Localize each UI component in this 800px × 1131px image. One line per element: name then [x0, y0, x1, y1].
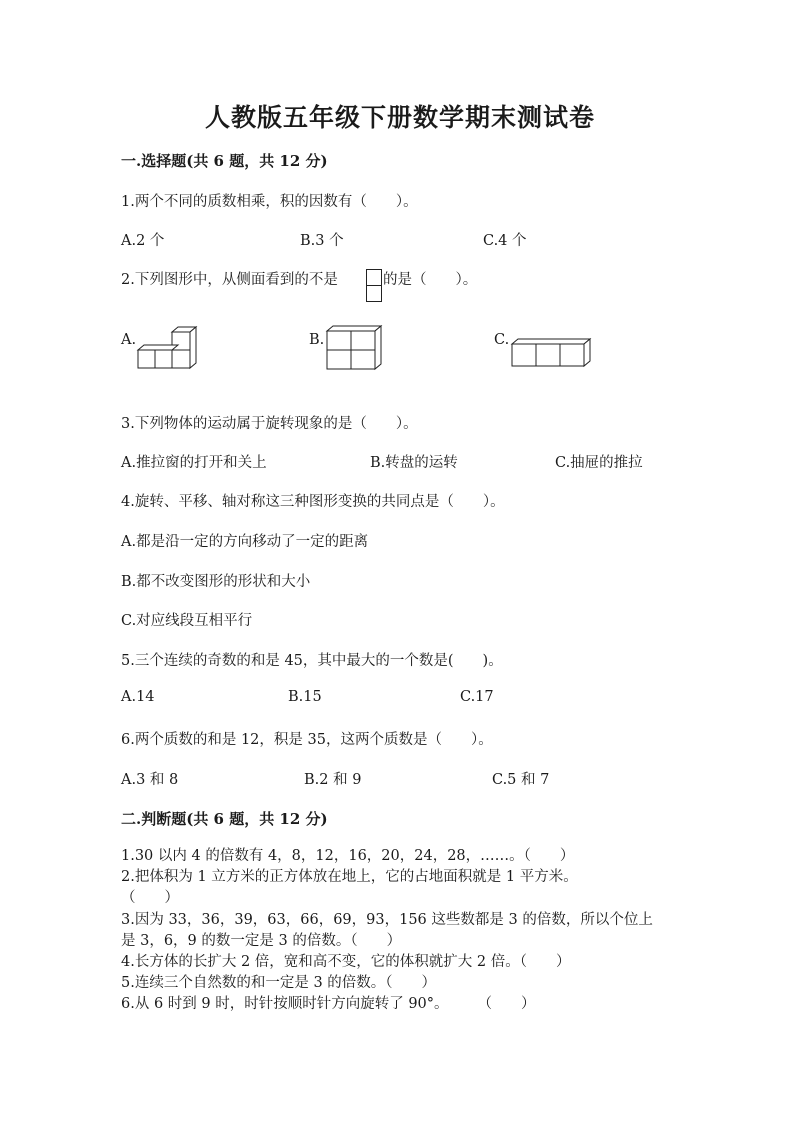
q6-option-c[interactable]: C.5 和 7 — [492, 772, 550, 788]
q1-option-c[interactable]: C.4 个 — [483, 233, 527, 249]
judgement-item-6: 6.从 6 时到 9 时，时针按顺时针方向旋转了 90°。 （ ） — [121, 996, 536, 1012]
question-2-part2: 的是（ ）。 — [383, 272, 478, 288]
question-3: 3.下列物体的运动属于旋转现象的是（ ）。 — [121, 416, 418, 432]
judgement-item-3-cont: 是 3，6，9 的数一定是 3 的倍数。（ ） — [121, 933, 402, 949]
section-heading-judgement: 二.判断题(共 6 题，共 12 分) — [121, 810, 328, 828]
question-1: 1.两个不同的质数相乘，积的因数有（ ）。 — [121, 194, 418, 210]
q4-option-c[interactable]: C.对应线段互相平行 — [121, 613, 253, 629]
q4-option-a[interactable]: A.都是沿一定的方向移动了一定的距离 — [121, 534, 369, 550]
page-title: 人教版五年级下册数学期末测试卷 — [204, 103, 595, 132]
q6-option-a[interactable]: A.3 和 8 — [121, 772, 179, 788]
q2-option-b[interactable]: B. — [309, 332, 325, 348]
judgement-item-2-blank[interactable]: （ ） — [121, 890, 179, 906]
q2-option-a[interactable]: A. — [121, 332, 137, 348]
question-6: 6.两个质数的和是 12，积是 35，这两个质数是（ ）。 — [121, 732, 493, 748]
q1-option-b[interactable]: B.3 个 — [300, 233, 344, 249]
judgement-item-4: 4.长方体的长扩大 2 倍，宽和高不变，它的体积就扩大 2 倍。（ ） — [121, 954, 571, 970]
q5-option-a[interactable]: A.14 — [121, 689, 155, 705]
q3-option-c[interactable]: C.抽屉的推拉 — [555, 455, 643, 471]
judgement-item-3: 3.因为 33，36，39，63，66，69，93，156 这些数都是 3 的倍数，所以个位上 — [121, 912, 653, 928]
cube-figure-c — [512, 338, 592, 368]
q5-option-c[interactable]: C.17 — [460, 689, 494, 705]
section-heading-choice: 一.选择题(共 6 题，共 12 分) — [121, 152, 328, 170]
cube-figure-b — [327, 325, 383, 370]
cube-figure-a — [138, 326, 198, 370]
judgement-item-5: 5.连续三个自然数的和一定是 3 的倍数。（ ） — [121, 975, 437, 991]
q2-option-c[interactable]: C. — [494, 332, 510, 348]
q6-option-b[interactable]: B.2 和 9 — [304, 772, 362, 788]
judgement-item-2: 2.把体积为 1 立方米的正方体放在地上，它的占地面积就是 1 平方米。 — [121, 869, 578, 885]
judgement-item-1: 1.30 以内 4 的倍数有 4，8，12，16，20，24，28，……。（ ） — [121, 848, 575, 864]
q4-option-b[interactable]: B.都不改变图形的形状和大小 — [121, 574, 311, 590]
q3-option-a[interactable]: A.推拉窗的打开和关上 — [121, 455, 267, 471]
q3-option-b[interactable]: B.转盘的运转 — [370, 455, 458, 471]
question-2-part1: 2.下列图形中，从侧面看到的不是 — [121, 272, 338, 288]
question-4: 4.旋转、平移、轴对称这三种图形变换的共同点是（ ）。 — [121, 494, 505, 510]
two-square-stack-figure — [366, 269, 382, 303]
question-5: 5.三个连续的奇数的和是 45，其中最大的一个数是( )。 — [121, 653, 503, 669]
q5-option-b[interactable]: B.15 — [288, 689, 322, 705]
q1-option-a[interactable]: A.2 个 — [121, 233, 165, 249]
